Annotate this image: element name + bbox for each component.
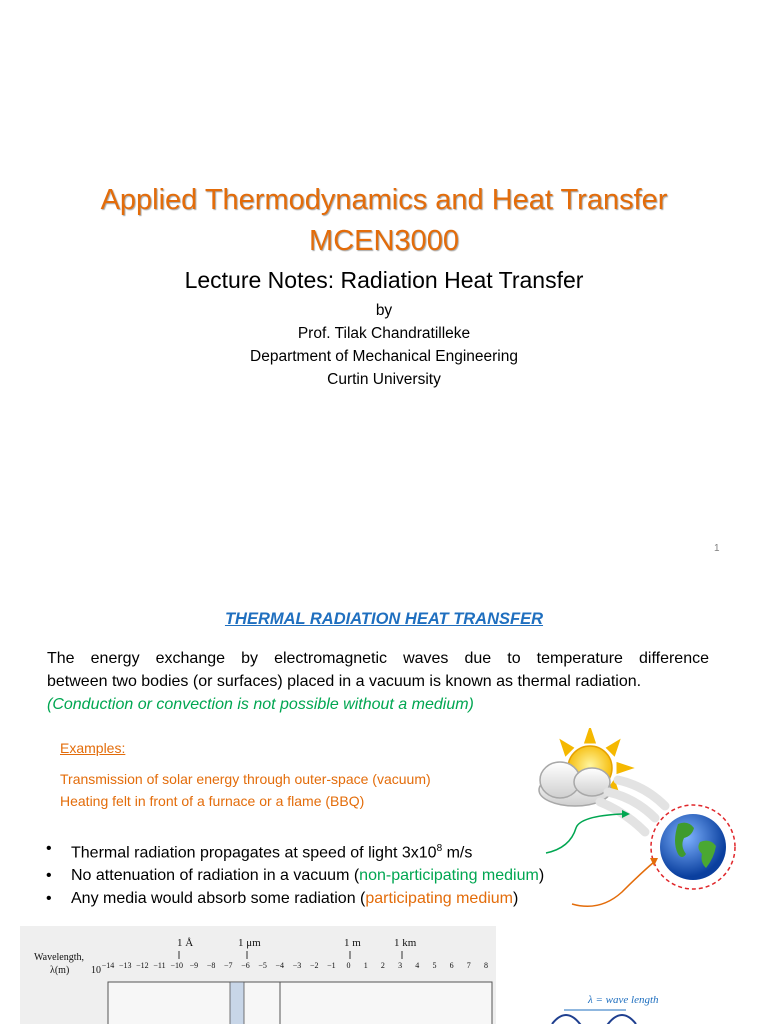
slide-subtitle: Lecture Notes: Radiation Heat Transfer <box>184 267 584 293</box>
exponent-tick-label: −8 <box>206 961 216 970</box>
exponent-tick-label: −2 <box>309 961 319 970</box>
medium-note: (Conduction or convection is not possible without a medium) <box>47 696 474 713</box>
electromagnetic-spectrum-figure <box>20 926 496 1024</box>
exponent-tick-label: 0 <box>346 961 351 970</box>
slide-title-line1: Applied Thermodynamics and Heat Transfer <box>100 184 668 216</box>
university-name: Curtin University <box>327 371 441 388</box>
bullet-text: No attenuation of radiation in a vacuum (non-participating medium) <box>71 867 545 885</box>
exponent-tick-label: −11 <box>153 961 166 970</box>
axis-label: λ(m) <box>50 965 70 976</box>
exponent-tick-label: 6 <box>449 961 454 970</box>
author-name: Prof. Tilak Chandratilleke <box>297 325 471 342</box>
exponent-tick-label: −6 <box>241 961 250 970</box>
slide-title-course-code: MCEN3000 <box>309 225 459 257</box>
exponent-tick-label: −1 <box>327 961 336 970</box>
bullet-text: Any media would absorb some radiation (participating medium) <box>71 890 519 908</box>
marker-label: 1 km <box>394 937 417 949</box>
examples-label: Examples: <box>60 740 126 756</box>
exponent-tick-label: −9 <box>189 961 199 970</box>
spectrum-marker-labels <box>177 937 417 949</box>
exponent-tick-label: −14 <box>101 961 115 970</box>
exponent-tick-label: 1 <box>363 961 368 970</box>
intro-line-1: The energy exchange by electromagnetic waves due to temperature difference <box>47 650 709 667</box>
exponent-tick-label: −3 <box>292 961 302 970</box>
exponent-tick-label: 3 <box>398 961 403 970</box>
exponent-tick-label: 7 <box>466 961 471 970</box>
wavelength-sketch <box>548 990 698 1024</box>
exponent-tick-label: −5 <box>258 961 267 970</box>
exponent-tick-label: 8 <box>484 961 488 970</box>
radiation-arrows <box>530 808 670 912</box>
exponent-tick-label: 4 <box>415 961 420 970</box>
axis-label: Wavelength, <box>34 952 85 963</box>
exponent-tick-label: −10 <box>170 961 183 970</box>
exponent-tick-label: −7 <box>224 961 233 970</box>
bullet-glyph: • <box>46 890 52 908</box>
bullet-glyph: • <box>46 840 52 857</box>
example-item: Heating felt in front of a furnace or a flame (BBQ) <box>60 793 365 809</box>
marker-label: 1 Å <box>177 937 194 949</box>
exponent-tick-label: 5 <box>432 961 437 970</box>
example-item: Transmission of solar energy through outer-space (vacuum) <box>60 771 431 787</box>
intro-line-2: between two bodies (or surfaces) placed in a vacuum is known as thermal radiation. <box>47 673 642 690</box>
section-heading: THERMAL RADIATION HEAT TRANSFER <box>224 610 544 628</box>
marker-label: 1 μm <box>238 937 261 949</box>
exponent-tick-label: −12 <box>136 961 149 970</box>
wavelength-label: λ = wave length <box>588 994 659 1006</box>
bullet-text: Thermal radiation propagates at speed of light $3x10^8$ m/s <box>71 843 473 862</box>
exponent-tick-label: −13 <box>118 961 132 970</box>
exponent-tick-label: 2 <box>380 961 385 970</box>
bullet-glyph: • <box>46 867 52 885</box>
byline-by: by <box>375 302 393 319</box>
page-number: 1 <box>714 543 720 554</box>
axis-base: 10 <box>91 965 101 976</box>
marker-label: 1 m <box>344 937 361 949</box>
exponent-tick-label: −4 <box>275 961 285 970</box>
department-name: Department of Mechanical Engineering <box>250 348 518 365</box>
wavelength-exponents <box>102 961 488 970</box>
